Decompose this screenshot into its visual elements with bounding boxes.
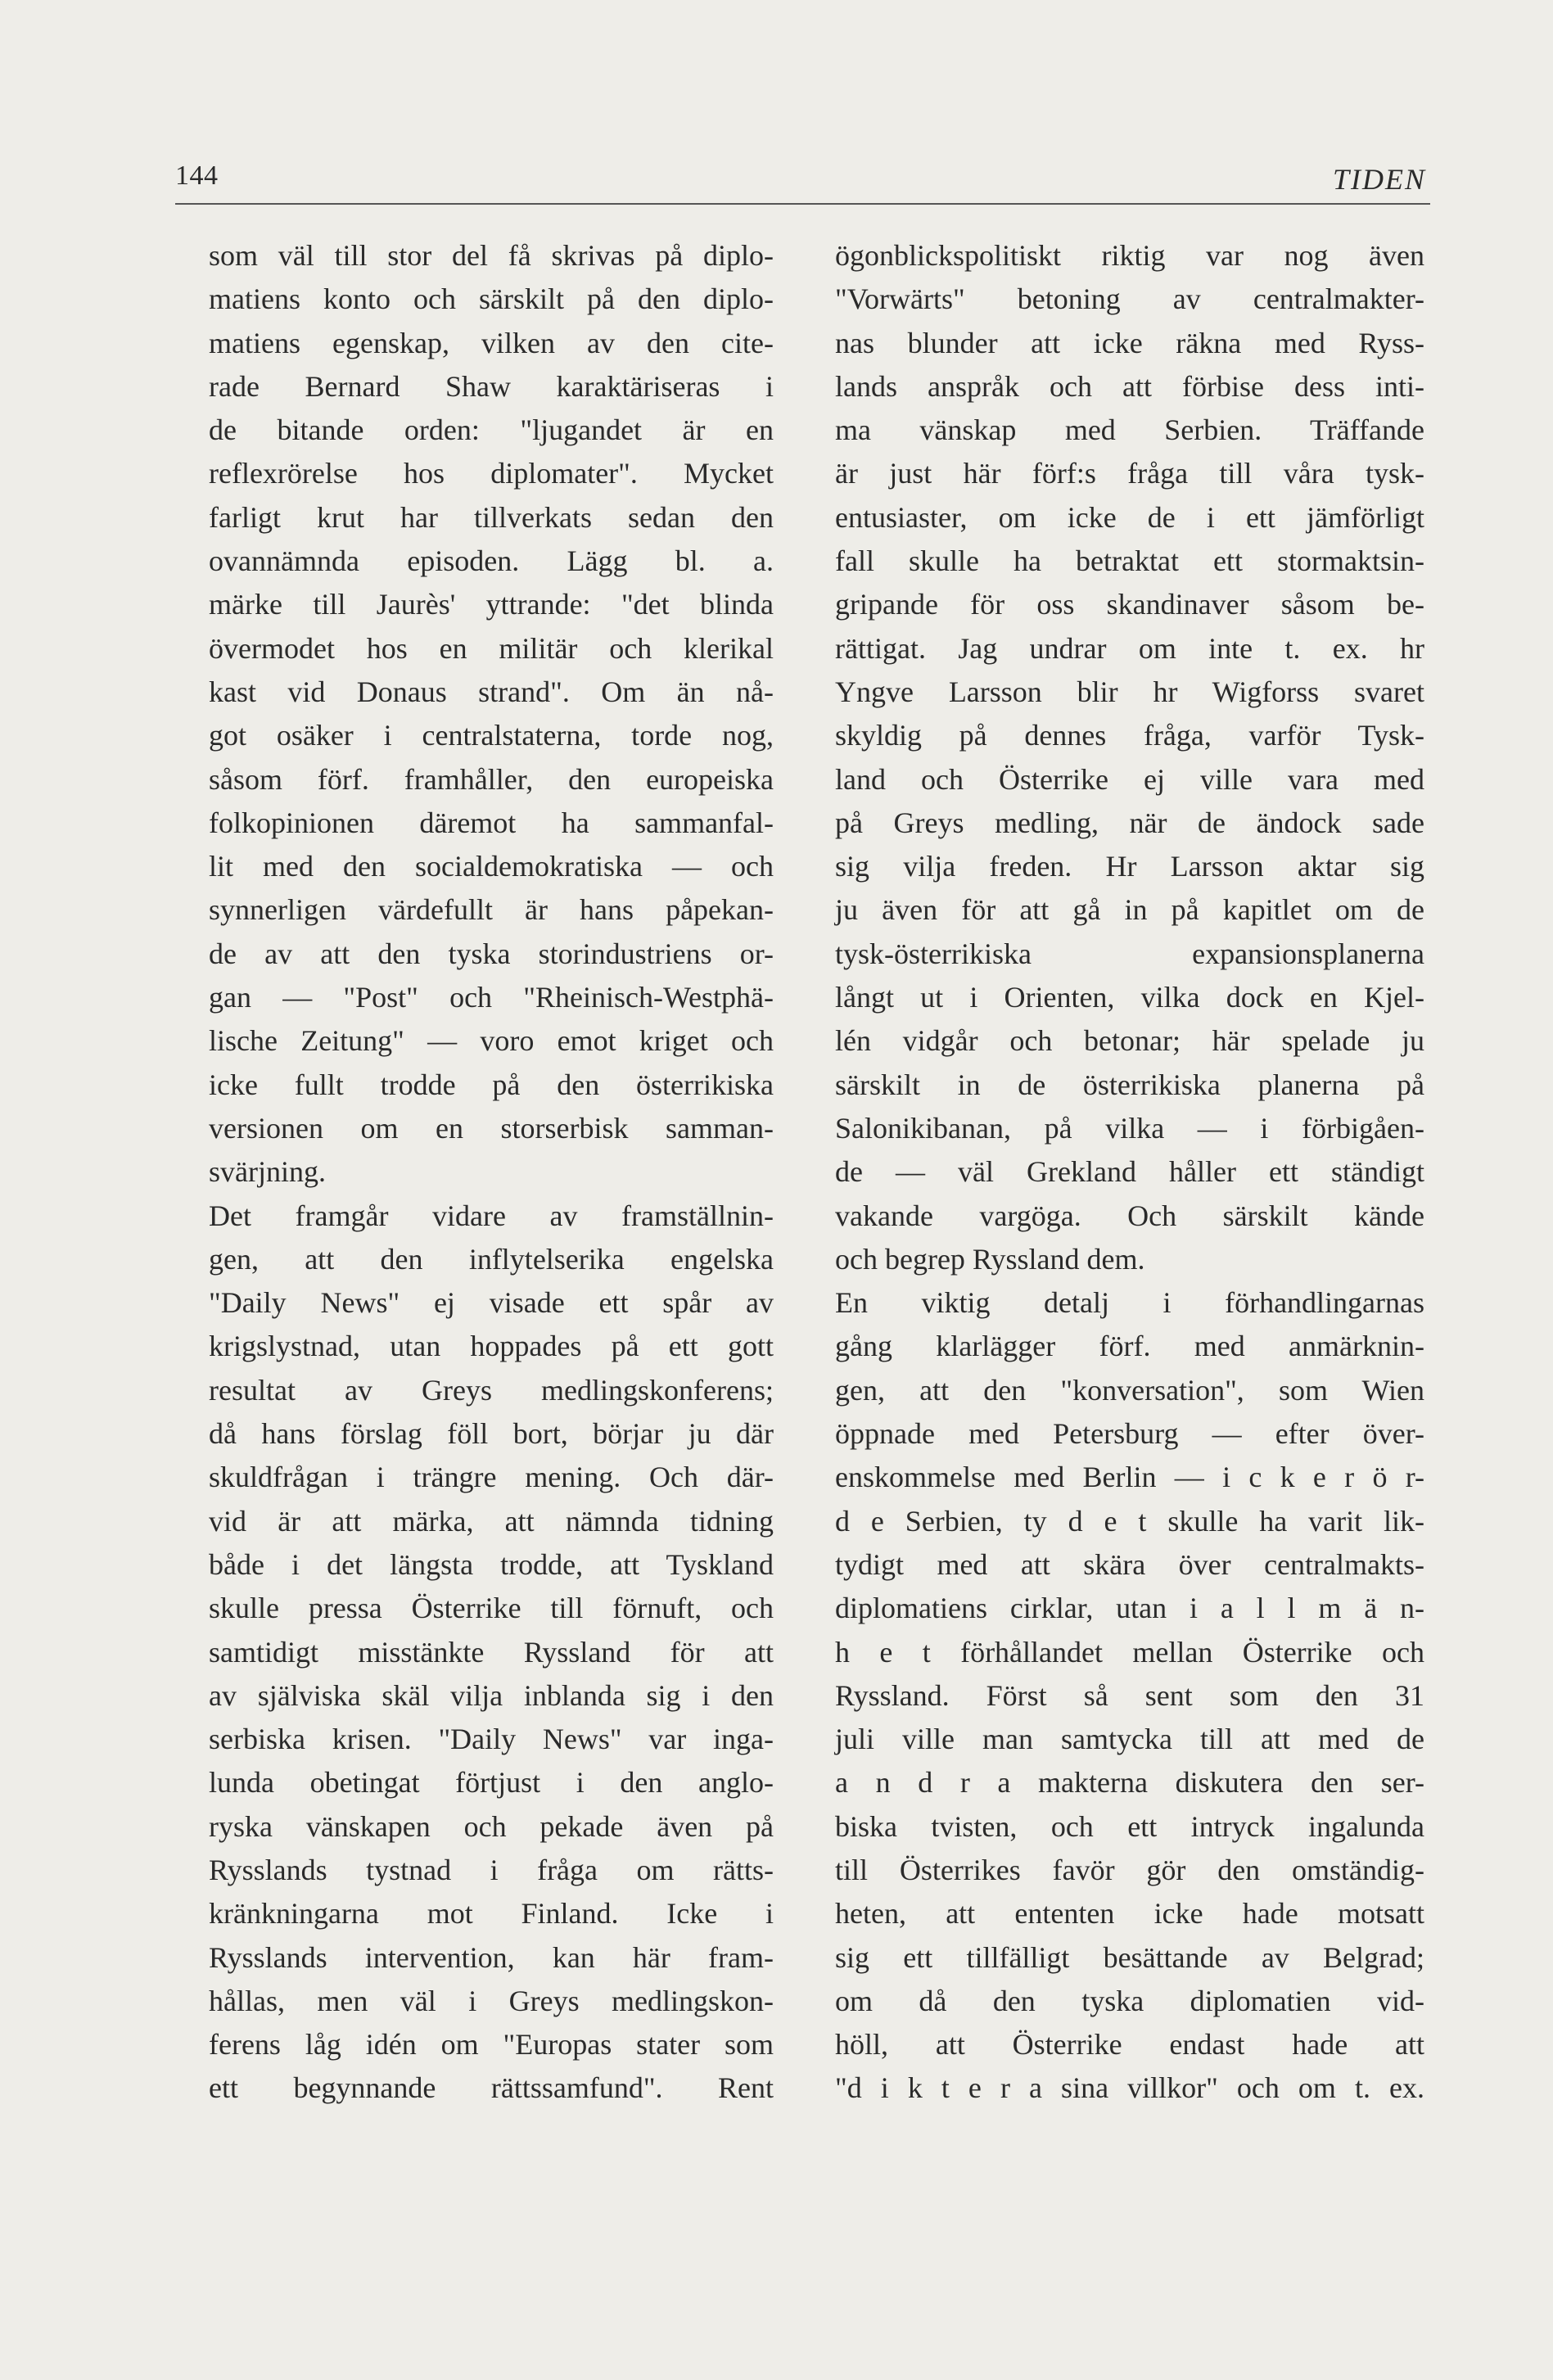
text-line: ju även för att gå in på kapitlet om de xyxy=(835,893,1424,927)
text-line: vakande vargöga. Och särskilt kände xyxy=(835,1199,1424,1232)
text-line: gripande för oss skandinaver såsom be- xyxy=(835,588,1424,621)
text-line: icke fullt trodde på den österrikiska xyxy=(209,1068,774,1101)
text-line: biska tvisten, och ett intryck ingalunda xyxy=(835,1809,1424,1843)
text-line: är just här förf:s fråga till våra tysk- xyxy=(835,457,1424,490)
text-line: folkopinionen däremot ha sammanfal- xyxy=(209,806,774,839)
text-line: diplomatiens cirklar, utan i a l l m ä n- xyxy=(835,1592,1424,1625)
text-line: ögonblickspolitiskt riktig var nog även xyxy=(835,239,1424,272)
text-line: sig ett tillfälligt besättande av Belgrad; xyxy=(835,1940,1424,1974)
text-line: skyldig på dennes fråga, varför Tysk- xyxy=(835,719,1424,752)
text-line: skulle pressa Österrike till förnuft, och xyxy=(209,1592,774,1625)
running-title: TIDEN xyxy=(1332,163,1426,196)
text-line: lén vidgår och betonar; här spelade ju xyxy=(835,1024,1424,1058)
text-line: höll, att Österrike endast hade att xyxy=(835,2028,1424,2062)
text-line: resultat av Greys medlingskonferens; xyxy=(209,1373,774,1407)
text-line: versionen om en storserbisk samman- xyxy=(209,1111,774,1145)
text-line: samtidigt misstänkte Ryssland för att xyxy=(209,1635,774,1669)
text-line: d e Serbien, ty d e t skulle ha varit lik- xyxy=(835,1504,1424,1538)
text-line: reflexrörelse hos diplomater". Mycket xyxy=(209,457,774,490)
text-line: ma vänskap med Serbien. Träffande xyxy=(835,413,1424,447)
text-line: de — väl Grekland håller ett ständigt xyxy=(835,1155,1424,1189)
text-line: farligt krut har tillverkats sedan den xyxy=(209,500,774,534)
text-line: vid är att märka, att nämnda tidning xyxy=(209,1504,774,1538)
text-line: rade Bernard Shaw karaktäriseras i xyxy=(209,369,774,403)
text-line: lands anspråk och att förbise dess inti- xyxy=(835,369,1424,403)
text-line: En viktig detalj i förhandlingarnas xyxy=(835,1286,1424,1320)
text-line: a n d r a makterna diskutera den ser- xyxy=(835,1766,1424,1800)
text-line: krigslystnad, utan hoppades på ett gott xyxy=(209,1330,774,1363)
text-line: nas blunder att icke räkna med Ryss- xyxy=(835,326,1424,359)
text-line: entusiaster, om icke de i ett jämförligt xyxy=(835,500,1424,534)
text-line: got osäker i centralstaterna, torde nog, xyxy=(209,719,774,752)
text-line: då hans förslag föll bort, börjar ju där xyxy=(209,1417,774,1451)
text-line: land och Österrike ej ville vara med xyxy=(835,762,1424,796)
text-line: såsom förf. framhåller, den europeiska xyxy=(209,762,774,796)
text-line: heten, att ententen icke hade motsatt xyxy=(835,1897,1424,1931)
text-line: ferens låg idén om "Europas stater som xyxy=(209,2028,774,2062)
text-line: kränkningarna mot Finland. Icke i xyxy=(209,1897,774,1931)
text-line: "Vorwärts" betoning av centralmakter- xyxy=(835,282,1424,316)
text-line: de bitande orden: "ljugandet är en xyxy=(209,413,774,447)
text-line: ett begynnande rättssamfund". Rent xyxy=(209,2071,774,2105)
text-line: synnerligen värdefullt är hans påpekan- xyxy=(209,893,774,927)
text-line: på Greys medling, när de ändock sade xyxy=(835,806,1424,839)
text-line: långt ut i Orienten, vilka dock en Kjel- xyxy=(835,981,1424,1014)
text-line: gen, att den "konversation", som Wien xyxy=(835,1373,1424,1407)
text-line: särskilt in de österrikiska planerna på xyxy=(835,1068,1424,1101)
text-line: Det framgår vidare av framställnin- xyxy=(209,1199,774,1232)
text-line: gen, att den inflytelserika engelska xyxy=(209,1242,774,1276)
text-line: ovannämnda episoden. Lägg bl. a. xyxy=(209,544,774,578)
text-line: fall skulle ha betraktat ett stormaktsin- xyxy=(835,544,1424,578)
text-line: tysk-österrikiska expansionsplanerna xyxy=(835,937,1424,970)
text-line: av själviska skäl vilja inblanda sig i den xyxy=(209,1678,774,1712)
text-line: Yngve Larsson blir hr Wigforss svaret xyxy=(835,675,1424,708)
left-column xyxy=(209,234,774,2111)
text-line: matiens egenskap, vilken av den cite- xyxy=(209,326,774,359)
text-line: tydigt med att skära över centralmakts- xyxy=(835,1547,1424,1581)
text-line: övermodet hos en militär och klerikal xyxy=(209,631,774,665)
text-line: märke till Jaurès' yttrande: "det blinda xyxy=(209,588,774,621)
text-line: gång klarlägger förf. med anmärknin- xyxy=(835,1330,1424,1363)
text-line: Rysslands tystnad i fråga om rätts- xyxy=(209,1853,774,1886)
text-line: h e t förhållandet mellan Österrike och xyxy=(835,1635,1424,1669)
header-rule xyxy=(175,203,1430,205)
text-line: Ryssland. Först så sent som den 31 xyxy=(835,1678,1424,1712)
text-line: om då den tyska diplomatien vid- xyxy=(835,1984,1424,2017)
text-line: till Österrikes favör gör den omständig- xyxy=(835,1853,1424,1886)
text-line: ryska vänskapen och pekade även på xyxy=(209,1809,774,1843)
text-line: Rysslands intervention, kan här fram- xyxy=(209,1940,774,1974)
text-line: både i det längsta trodde, att Tyskland xyxy=(209,1547,774,1581)
right-column xyxy=(835,234,1424,2111)
page-number: 144 xyxy=(175,160,219,191)
text-line: rättigat. Jag undrar om inte t. ex. hr xyxy=(835,631,1424,665)
text-line: och begrep Ryssland dem. xyxy=(835,1242,1145,1276)
text-line: gan — "Post" och "Rheinisch-Westphä- xyxy=(209,981,774,1014)
text-line: svärjning. xyxy=(209,1155,326,1189)
text-line: som väl till stor del få skrivas på diplo- xyxy=(209,239,774,272)
text-line: lische Zeitung" — voro emot kriget och xyxy=(209,1024,774,1058)
text-line: enskommelse med Berlin — i c k e r ö r- xyxy=(835,1461,1424,1494)
text-line: Salonikibanan, på vilka — i förbigåen- xyxy=(835,1111,1424,1145)
text-line: "d i k t e r a sina villkor" och om t. ex. xyxy=(835,2071,1424,2105)
text-line: juli ville man samtycka till att med de xyxy=(835,1723,1424,1756)
text-line: hållas, men väl i Greys medlingskon- xyxy=(209,1984,774,2017)
text-line: lunda obetingat förtjust i den anglo- xyxy=(209,1766,774,1800)
text-line: öppnade med Petersburg — efter över- xyxy=(835,1417,1424,1451)
text-line: de av att den tyska storindustriens or- xyxy=(209,937,774,970)
text-line: serbiska krisen. "Daily News" var inga- xyxy=(209,1723,774,1756)
text-line: skuldfrågan i trängre mening. Och där- xyxy=(209,1461,774,1494)
text-line: matiens konto och särskilt på den diplo- xyxy=(209,282,774,316)
text-line: "Daily News" ej visade ett spår av xyxy=(209,1286,774,1320)
text-line: lit med den socialdemokratiska — och xyxy=(209,850,774,883)
text-line: kast vid Donaus strand". Om än nå- xyxy=(209,675,774,708)
text-line: sig vilja freden. Hr Larsson aktar sig xyxy=(835,850,1424,883)
